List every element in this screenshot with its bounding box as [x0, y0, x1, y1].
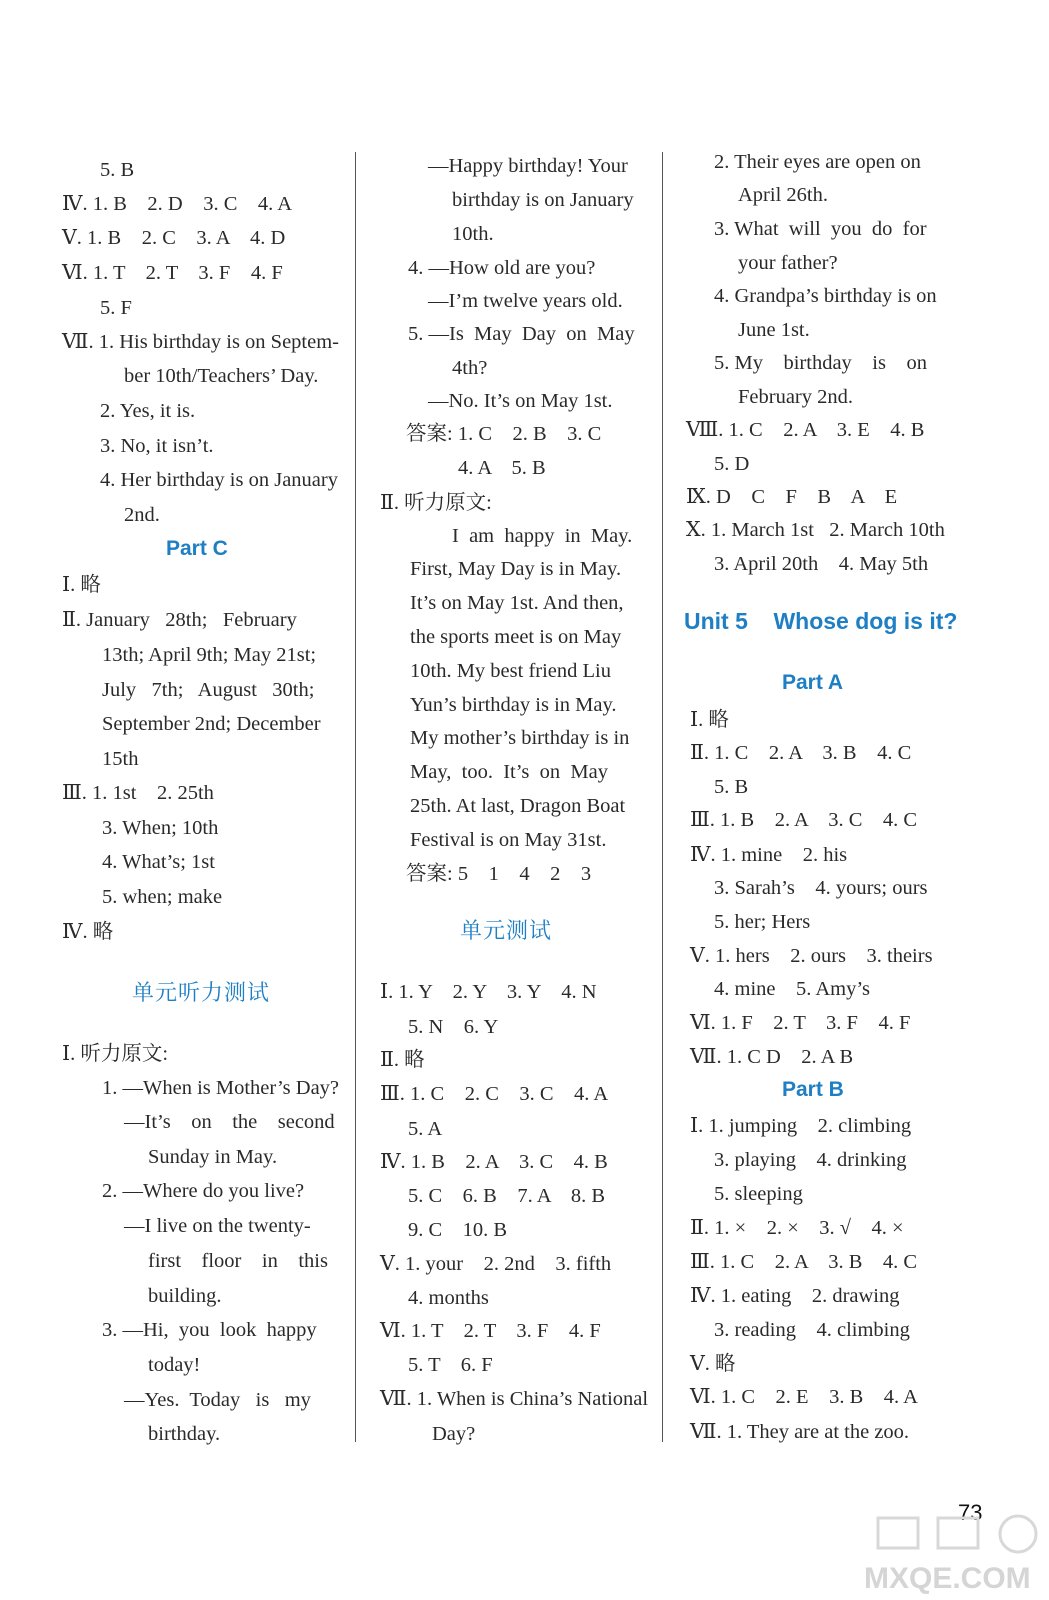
answer-line: 3. playing 4. drinking: [714, 1149, 907, 1171]
answer-line: 10th.: [452, 223, 494, 245]
answer-line: I am happy in May.: [452, 525, 633, 547]
answer-line: 1. —When is Mother’s Day?: [102, 1077, 340, 1099]
column-divider: [662, 152, 663, 1442]
page-number: 73: [958, 1500, 983, 1525]
svg-text:MXQE.COM: MXQE.COM: [864, 1562, 1031, 1595]
answer-line: 5. F: [100, 297, 132, 319]
answer-line: September 2nd; December: [102, 713, 321, 735]
answer-line: 13th; April 9th; May 21st;: [102, 644, 317, 666]
answer-line: May, too. It’s on May: [410, 761, 608, 783]
answer-line: building.: [148, 1285, 222, 1307]
answer-line: 5. —Is May Day on May: [408, 323, 635, 345]
answer-line: July 7th; August 30th;: [102, 679, 315, 701]
answer-line: Ⅶ. 1. His birthday is on Septem-: [62, 331, 339, 353]
answer-line: Ⅶ. 1. C D 2. A B: [690, 1046, 854, 1068]
answer-line: today!: [148, 1354, 201, 1376]
answer-line: April 26th.: [738, 184, 828, 206]
answer-line: Ⅰ. 1. jumping 2. climbing: [690, 1115, 912, 1137]
answer-line: Ⅳ. 1. B 2. D 3. C 4. A: [62, 193, 293, 215]
answer-line: 3. April 20th 4. May 5th: [714, 553, 929, 575]
answer-line: Ⅵ. 1. F 2. T 3. F 4. F: [690, 1012, 911, 1034]
answer-line: Festival is on May 31st.: [410, 829, 607, 851]
answer-line: 5. A: [408, 1118, 443, 1140]
answer-line: —Happy birthday! Your: [428, 155, 628, 177]
answer-line: 5. when; make: [102, 886, 223, 908]
answer-line: 4. What’s; 1st: [102, 851, 215, 873]
answer-line: Ⅴ. 1. B 2. C 3. A 4. D: [62, 227, 286, 249]
answer-line: Ⅰ. 略: [62, 574, 101, 596]
answer-line: Ⅳ. 1. mine 2. his: [690, 844, 848, 866]
answer-line: 5. C 6. B 7. A 8. B: [408, 1185, 606, 1207]
answer-line: —Yes. Today is my: [124, 1389, 311, 1411]
answer-line: 4. Her birthday is on January: [100, 469, 338, 491]
answer-line: 4th?: [452, 357, 488, 379]
answer-line: 4. —How old are you?: [408, 257, 596, 279]
answer-line: Ⅳ. 略: [62, 921, 114, 943]
answer-line: 5. My birthday is on: [714, 352, 927, 374]
answer-line: birthday is on January: [452, 189, 634, 211]
answer-line: Ⅴ. 略: [690, 1353, 736, 1375]
answer-line: 5. sleeping: [714, 1183, 803, 1205]
answer-line: Ⅷ. 1. C 2. A 3. E 4. B: [686, 419, 925, 441]
answer-line: Ⅰ. 听力原文:: [62, 1043, 169, 1065]
answer-line: Ⅶ. 1. When is China’s National: [380, 1388, 649, 1410]
section-heading: Unit 5 Whose dog is it?: [684, 608, 958, 634]
answer-line: the sports meet is on May: [410, 626, 622, 648]
answer-line: 2. Their eyes are open on: [714, 151, 921, 173]
answer-line: your father?: [738, 252, 838, 274]
answer-line: 答案: 1. C 2. B 3. C: [406, 423, 602, 445]
answer-line: 5. B: [714, 776, 749, 798]
answer-line: June 1st.: [738, 319, 810, 341]
answer-line: Ⅱ. 1. C 2. A 3. B 4. C: [690, 742, 912, 764]
answer-line: February 2nd.: [738, 386, 854, 408]
answer-line: 5. her; Hers: [714, 911, 811, 933]
answer-line: Ⅹ. 1. March 1st 2. March 10th: [686, 519, 945, 541]
answer-line: 15th: [102, 748, 139, 770]
answer-line: Ⅳ. 1. eating 2. drawing: [690, 1285, 900, 1307]
column-divider: [355, 152, 356, 1442]
answer-line: It’s on May 1st. And then,: [410, 592, 624, 614]
answer-line: 5. D: [714, 453, 750, 475]
answer-line: Sunday in May.: [148, 1146, 278, 1168]
answer-line: Ⅳ. 1. B 2. A 3. C 4. B: [380, 1151, 608, 1173]
answer-line: Ⅴ. 1. your 2. 2nd 3. fifth: [380, 1253, 612, 1275]
answer-line: Ⅱ. January 28th; February: [62, 609, 297, 631]
section-heading: 单元测试: [460, 918, 553, 943]
answer-line: 3. No, it isn’t.: [100, 435, 214, 457]
answer-line: ber 10th/Teachers’ Day.: [124, 365, 319, 387]
answer-line: birthday.: [148, 1423, 221, 1445]
answer-line: 3. When; 10th: [102, 817, 219, 839]
answer-line: 5. B: [100, 159, 135, 181]
answer-line: 5. N 6. Y: [408, 1016, 499, 1038]
answer-line: —It’s on the second: [124, 1111, 335, 1133]
answer-line: 2nd.: [124, 504, 160, 526]
answer-line: first floor in this: [148, 1250, 328, 1272]
answer-line: 答案: 5 1 4 2 3: [406, 863, 592, 885]
answer-line: Ⅶ. 1. They are at the zoo.: [690, 1421, 910, 1443]
answer-line: My mother’s birthday is in: [410, 727, 630, 749]
answer-line: Ⅲ. 1. B 2. A 3. C 4. C: [690, 809, 918, 831]
answer-line: —I’m twelve years old.: [428, 290, 623, 312]
answer-line: 4. mine 5. Amy’s: [714, 978, 871, 1000]
answer-line: Ⅰ. 1. Y 2. Y 3. Y 4. N: [380, 981, 597, 1003]
answer-line: 9. C 10. B: [408, 1219, 508, 1241]
answer-line: Yun’s birthday is in May.: [410, 694, 617, 716]
section-heading: Part B: [782, 1078, 844, 1101]
answer-line: Ⅲ. 1. 1st 2. 25th: [62, 782, 214, 804]
section-heading: Part A: [782, 671, 844, 694]
answer-line: 4. A 5. B: [458, 457, 546, 479]
answer-line: —I live on the twenty-: [124, 1215, 311, 1237]
answer-line: 3. What will you do for: [714, 218, 927, 240]
answer-line: Ⅸ. D C F B A E: [686, 486, 898, 508]
section-heading: 单元听力测试: [132, 980, 271, 1005]
answer-line: 10th. My best friend Liu: [410, 660, 611, 682]
answer-line: 4. Grandpa’s birthday is on: [714, 285, 937, 307]
section-heading: Part C: [166, 537, 228, 560]
answer-line: 2. Yes, it is.: [100, 400, 196, 422]
answer-line: Ⅱ. 听力原文:: [380, 492, 492, 514]
answer-line: Ⅱ. 略: [380, 1049, 425, 1071]
answer-line: 25th. At last, Dragon Boat: [410, 795, 626, 817]
answer-line: First, May Day is in May.: [410, 558, 622, 580]
answer-line: 4. months: [408, 1287, 489, 1309]
answer-line: 5. T 6. F: [408, 1354, 493, 1376]
answer-line: —No. It’s on May 1st.: [428, 390, 613, 412]
answer-line: Ⅵ. 1. T 2. T 3. F 4. F: [380, 1320, 601, 1342]
answer-line: Ⅱ. 1. × 2. × 3. √ 4. ×: [690, 1217, 904, 1239]
watermark-logo: [858, 1510, 1048, 1596]
answer-line: Day?: [432, 1423, 476, 1445]
answer-line: Ⅵ. 1. C 2. E 3. B 4. A: [690, 1386, 918, 1408]
answer-line: Ⅵ. 1. T 2. T 3. F 4. F: [62, 262, 283, 284]
answer-line: 3. reading 4. climbing: [714, 1319, 910, 1341]
answer-line: Ⅲ. 1. C 2. A 3. B 4. C: [690, 1251, 918, 1273]
answer-line: 3. Sarah’s 4. yours; ours: [714, 877, 928, 899]
answer-line: 3. —Hi, you look happy: [102, 1319, 317, 1341]
answer-line: Ⅴ. 1. hers 2. ours 3. theirs: [690, 945, 933, 967]
answer-line: 2. —Where do you live?: [102, 1180, 305, 1202]
answer-line: Ⅲ. 1. C 2. C 3. C 4. A: [380, 1083, 609, 1105]
answer-line: Ⅰ. 略: [690, 709, 729, 731]
